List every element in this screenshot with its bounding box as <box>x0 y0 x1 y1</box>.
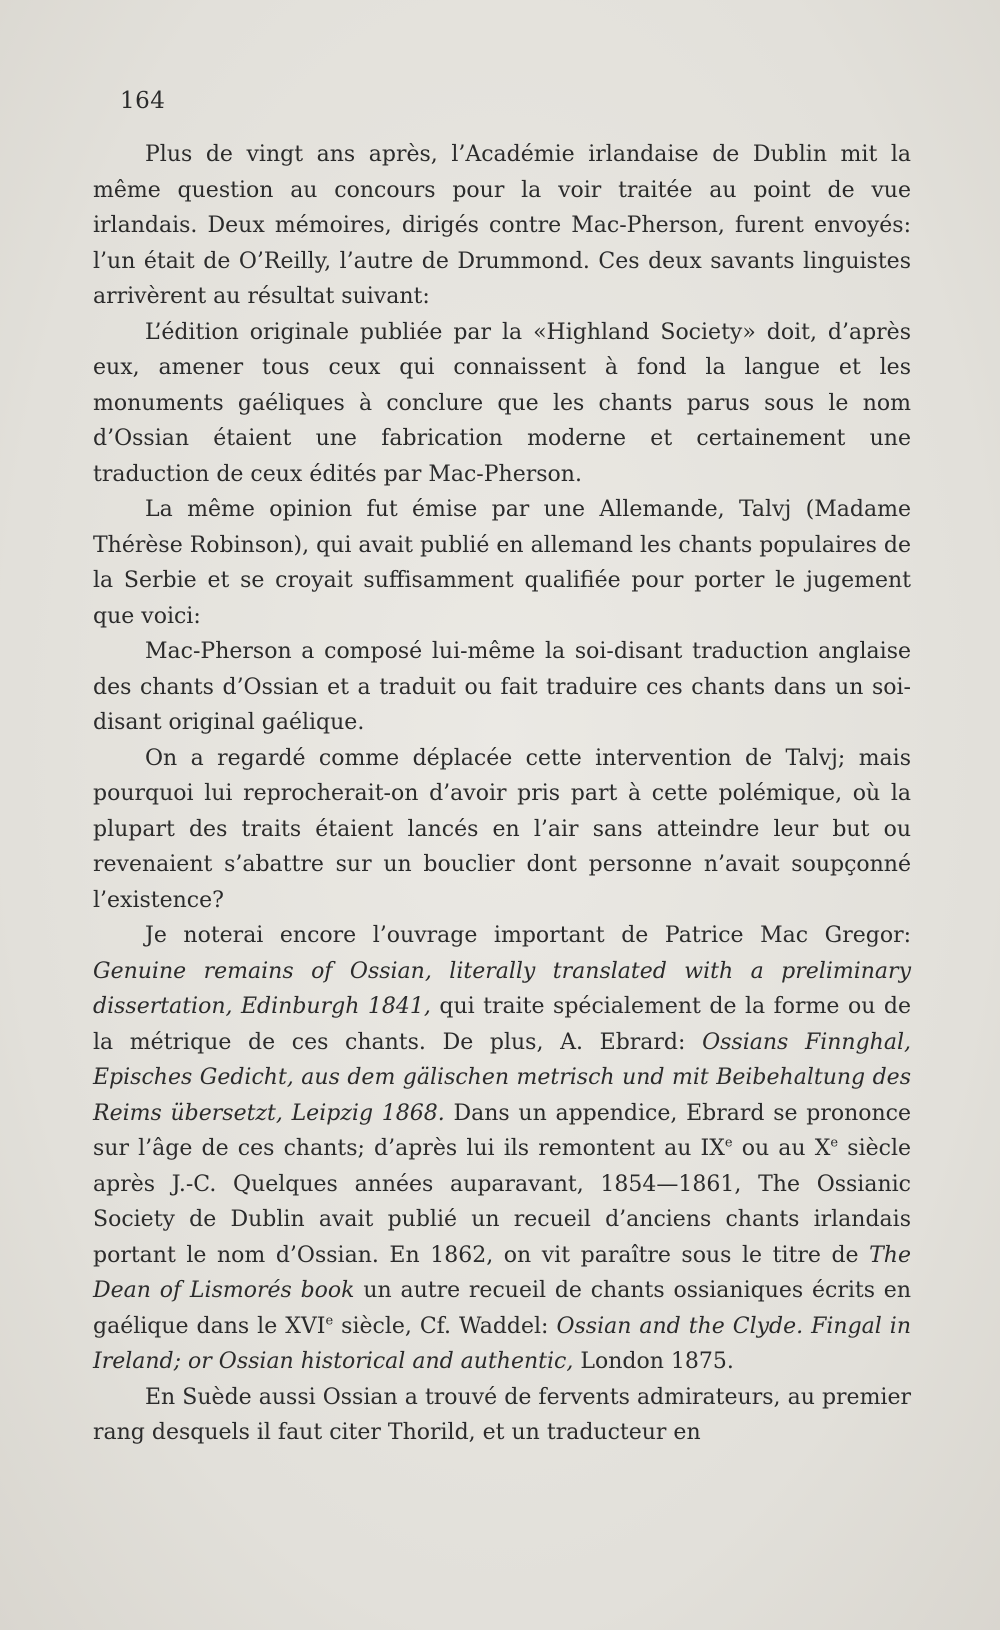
text-run: Dans un appendice, Ebrard se prononce sur l’âge de ces chants; d’après lui ils remontent au IX <box>93 1100 912 1161</box>
superscript: e <box>830 1135 839 1151</box>
body-text <box>93 137 911 1451</box>
page-number: 164 <box>120 88 166 114</box>
paragraph <box>93 492 911 634</box>
superscript: e <box>724 1135 733 1151</box>
text-run: Mac-Pherson a composé lui-même la soi-disant traduction anglaise des chants d’Ossian et a traduit ou fait traduire ces chants dans un soi-disant original gaélique. <box>93 639 911 735</box>
text-run: London 1875. <box>573 1349 734 1374</box>
italic-text: Ossian and the Clyde. Fingal in Ireland; or Ossian historical and authentic, <box>93 1313 911 1374</box>
italic-text: Genuine remains of Ossian, literally translated with a preliminary dissertation, Edinburgh 1841, <box>93 958 911 1019</box>
text-run: Je noterai encore l’ouvrage important de Patrice Mac Gregor: <box>145 923 911 948</box>
text-run: Plus de vingt ans après, l’Académie irlandaise de Dublin mit la même question au concours pour la voir traitée au point de vue irlandais. Deux mémoires, dirigés contre Mac-Pherson, furent envoyés: l’un était de O’Reilly, l’autre de Drummond. Ces deux savants linguistes arrivèrent au résultat suivant: <box>93 142 911 309</box>
paragraph <box>93 634 911 741</box>
text-run: qui traite spécialement de la forme ou de la métrique de ces chants. De plus, A. Ebrard: <box>93 994 911 1055</box>
paragraph <box>93 137 911 315</box>
text-run: ou au X <box>732 1136 831 1161</box>
italic-text: Ossians Finnghal, Episches Gedicht, aus dem gälischen metrisch und mit Beibehaltung des Reims übersetzt, Leipzig 1868. <box>93 1029 911 1126</box>
paragraph <box>93 741 911 919</box>
text-run: L’édition originale publiée par la «Highland Society» doit, d’après eux, amener tous ceux qui connaissent à fond la langue et les monuments gaéliques à conclure que les chants parus sous le nom d’Ossian étaient une fabrication moderne et certainement une traduction de ceux édités par Mac-Pherson. <box>93 319 911 487</box>
text-run: En Suède aussi Ossian a trouvé de fervents admirateurs, au premier rang desquels il faut citer Thorild, et un traducteur en <box>93 1384 911 1445</box>
text-run: un autre recueil de chants ossianiques écrits en gaélique dans le XVI <box>93 1278 911 1339</box>
text-run: siècle, Cf. Waddel: <box>333 1313 557 1339</box>
italic-text: The Dean of Lismorés book <box>93 1242 911 1303</box>
superscript: e <box>325 1313 334 1329</box>
paragraph <box>93 315 911 493</box>
text-run: siècle après J.-C. Quelques années auparavant, 1854—1861, The Ossianic Society de Dublin avait publié un recueil d’anciens chants irlandais portant le nom d’Ossian. En 1862, on vit paraître sous le titre de <box>93 1136 912 1268</box>
paragraph <box>93 918 911 1380</box>
text-run: La même opinion fut émise par une Allemande, Talvj (Madame Thérèse Robinson), qui avait publié en allemand les chants populaires de la Serbie et se croyait suffisamment qualifiée pour porter le jugement que voici: <box>93 497 911 629</box>
paragraph <box>93 1380 911 1451</box>
text-run: On a regardé comme déplacée cette intervention de Talvj; mais pourquoi lui reprocherait-on d’avoir pris part à cette polémique, où la plupart des traits étaient lancés en l’air sans atteindre leur but ou revenaient s’abattre sur un bouclier dont personne n’avait soupçonné l’existence? <box>93 745 911 913</box>
